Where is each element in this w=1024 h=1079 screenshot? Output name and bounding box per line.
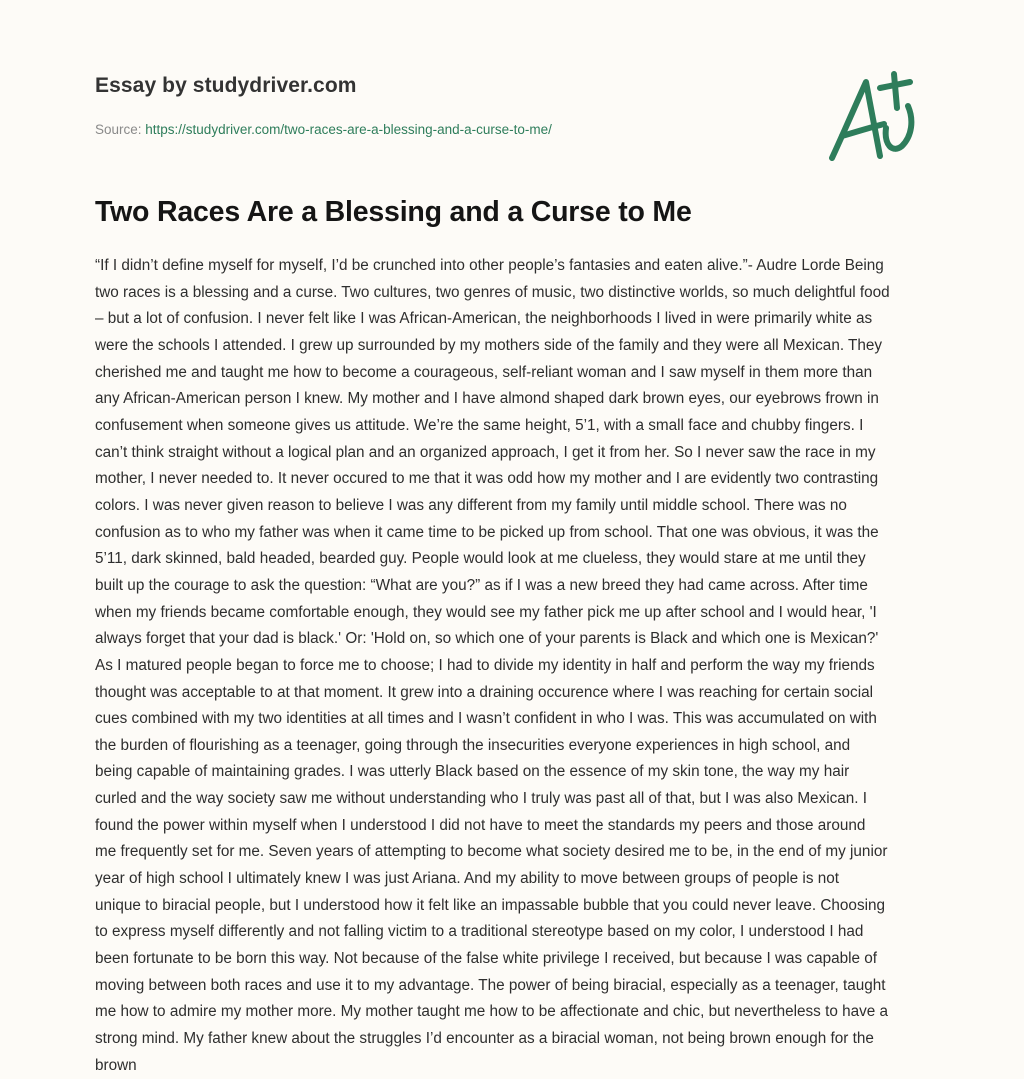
essay-line: built up the courage to ask the question: “What are you?” as if I was a new breed they had came across. After time bbox=[95, 576, 868, 594]
essay-line: always forget that your dad is black.' Or: 'Hold on, so which one of your parents is Black and which one is Mexican?' bbox=[95, 630, 879, 648]
essay-line: cherished me and taught me how to become a courageous, self-reliant woman and I saw myself in them more than bbox=[95, 363, 873, 381]
essay-line: can’t think straight without a logical plan and an organized approach, I get it from her. So I never saw the race in my bbox=[95, 443, 876, 461]
a-plus-grade-icon bbox=[822, 62, 932, 167]
essay-line: thought was acceptable to at that moment. It grew into a draining occurence where I was reaching for certain social bbox=[95, 683, 874, 701]
essay-line: were the schools I attended. I grew up surrounded by my mothers side of the family and they were all Mexican. They bbox=[95, 336, 883, 354]
essay-line: colors. I was never given reason to believe I was any different from my family until middle school. There was no bbox=[95, 496, 847, 514]
essay-line: been fortunate to be born this way. Not because of the false white privilege I received, but because I was capable of bbox=[95, 950, 878, 968]
essay-line: confusion as to who my father was when it came time to be picked up from school. That one was obvious, it was the bbox=[95, 523, 879, 541]
site-title: Essay by studydriver.com bbox=[95, 74, 357, 97]
essay-line: when my friends became comfortable enough, they would see my father pick me up after school and I would hear, 'I bbox=[95, 603, 877, 621]
essay-line: me frequently set for me. Seven years of attempting to become what society desired me to be, in the end of my junior bbox=[95, 843, 888, 861]
essay-line: the burden of flourishing as a teenager, going through the insecurities everyone experiences in high school, and bbox=[95, 736, 851, 754]
source-line bbox=[95, 122, 552, 137]
essay-body bbox=[95, 253, 995, 1079]
essay-line: “If I didn’t define myself for myself, I’d be crunched into other people’s fantasies and eaten alive.”- Audre Lorde Being bbox=[95, 257, 884, 274]
essay-line: being capable of maintaining grades. I was utterly Black based on the essence of my skin tone, the way my hair bbox=[95, 763, 850, 781]
essay-line: confusement when someone gives us attitude. We’re the same height, 5’1, with a small face and chubby fingers. I bbox=[95, 416, 864, 434]
essay-title: Two Races Are a Blessing and a Curse to Me bbox=[95, 196, 692, 228]
essay-line: unique to biracial people, but I understood how it felt like an impassable bubble that you could never leave. Choosing bbox=[95, 896, 886, 914]
source-label: Source: bbox=[95, 122, 146, 137]
essay-line: As I matured people began to force me to choose; I had to divide my identity in half and perform the way my friends bbox=[95, 656, 875, 674]
essay-line: – but a lot of confusion. I never felt like I was African-American, the neighborhoods I lived in were primarily white as bbox=[95, 310, 873, 328]
essay-line: curled and the way society saw me without understanding who I truly was past all of that, but I was also Mexican. I bbox=[95, 790, 868, 808]
essay-line: strong mind. My father knew about the struggles I’d encounter as a biracial woman, not being brown enough for the bbox=[95, 1030, 874, 1048]
essay-line: mother, I never needed to. It never occured to me that it was odd how my mother and I are evidently two contrasting bbox=[95, 470, 879, 488]
essay-line: any African-American person I knew. My mother and I have almond shaped dark brown eyes, our eyebrows frown in bbox=[95, 390, 879, 408]
essay-line: brown bbox=[95, 1056, 137, 1074]
source-link[interactable]: https://studydriver.com/two-races-are-a-blessing-and-a-curse-to-me/ bbox=[145, 122, 552, 137]
essay-line: moving between both races and use it to my advantage. The power of being biracial, especially as a teenager, taught bbox=[95, 976, 886, 994]
essay-line: to express myself differently and not falling victim to a traditional stereotype based on my color, I understood I had bbox=[95, 923, 864, 941]
essay-line: cues combined with my two identities at all times and I wasn’t confident in who I was. This was accumulated on with bbox=[95, 710, 877, 728]
essay-line: me how to admire my mother more. My mother taught me how to be affectionate and chic, but nevertheless to have a bbox=[95, 1003, 889, 1021]
essay-line: 5’11, dark skinned, bald headed, bearded guy. People would look at me clueless, they would stare at me until they bbox=[95, 550, 866, 568]
essay-line: two races is a blessing and a curse. Two cultures, two genres of music, two distinctive worlds, so much delightful food bbox=[95, 283, 890, 301]
essay-line: year of high school I ultimately knew I was just Ariana. And my ability to move between groups of people is not bbox=[95, 870, 839, 888]
essay-line: found the power within myself when I understood I did not have to meet the standards my peers and those around bbox=[95, 816, 866, 834]
